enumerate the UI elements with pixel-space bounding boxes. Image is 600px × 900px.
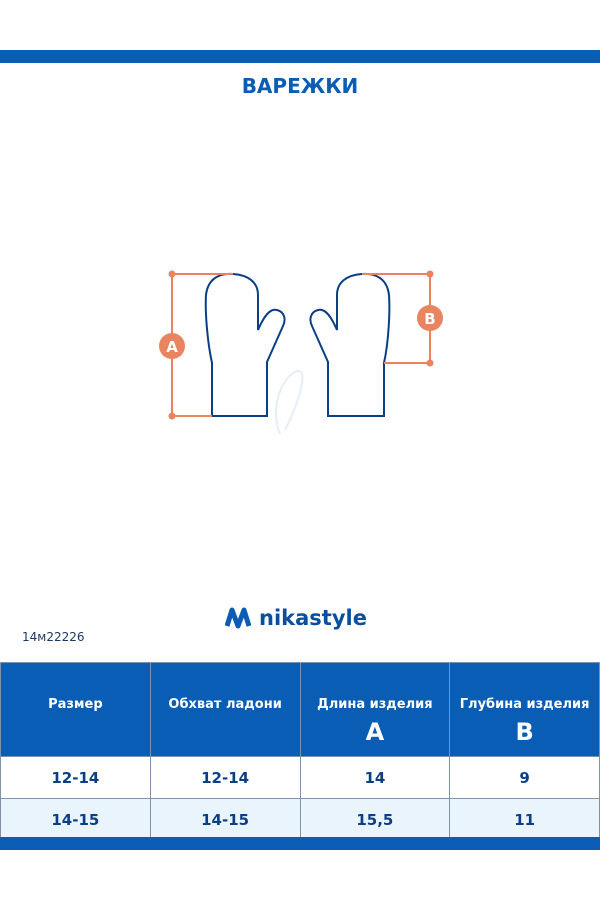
right-mitten-icon	[310, 274, 389, 416]
cell: 9	[450, 757, 600, 799]
brand-logo	[225, 606, 367, 630]
cell: 14-15	[1, 799, 151, 841]
brand-name: nikastyle	[259, 606, 367, 630]
cell: 15,5	[300, 799, 450, 841]
label-b: B	[424, 310, 436, 328]
table-row	[1, 799, 600, 841]
sku: 14м22226	[22, 630, 85, 644]
header-length: Длина изделия A	[300, 663, 450, 757]
header-depth: Глубина изделия B	[450, 663, 600, 757]
top-bar	[0, 50, 600, 63]
cell: 11	[450, 799, 600, 841]
nikastyle-logo-icon	[225, 606, 251, 630]
header-size: Размер	[1, 663, 151, 757]
mittens-diagram	[150, 260, 450, 440]
cell: 12-14	[150, 757, 300, 799]
label-a: A	[166, 338, 178, 356]
left-mitten-icon	[206, 274, 285, 416]
size-table	[0, 662, 600, 841]
cell: 12-14	[1, 757, 151, 799]
page-title: ВАРЕЖКИ	[241, 74, 359, 98]
cell: 14	[300, 757, 450, 799]
table-row	[1, 757, 600, 799]
bottom-bar	[0, 837, 600, 850]
cell: 14-15	[150, 799, 300, 841]
table-header	[1, 663, 600, 757]
header-palm-girth: Обхват ладони	[150, 663, 300, 757]
